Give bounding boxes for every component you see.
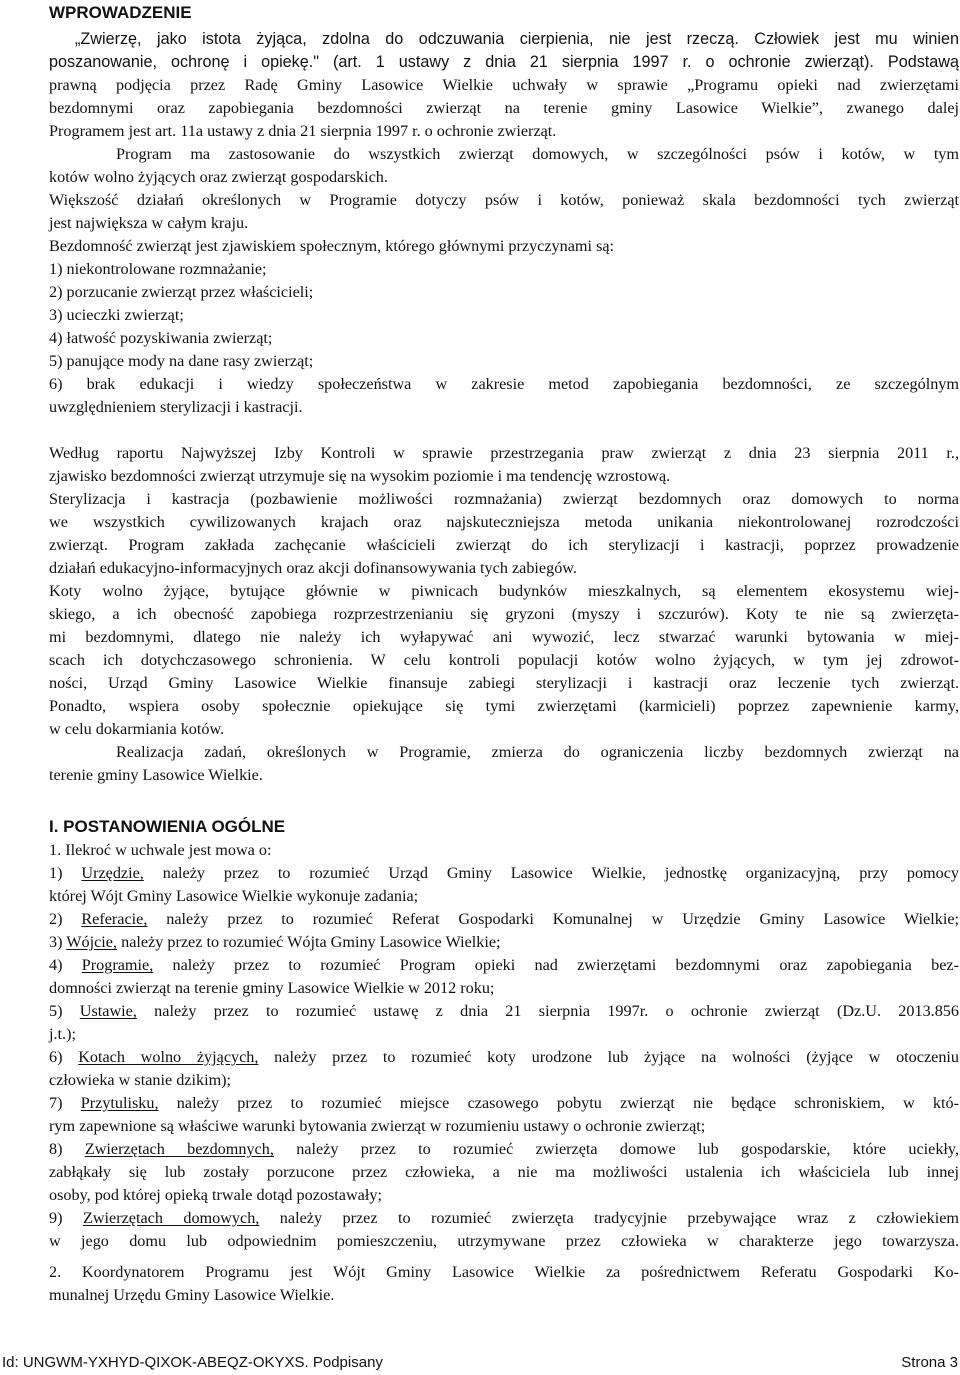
cause-item: 5) panujące mody na dane rasy zwierząt;	[49, 352, 314, 370]
definition-line	[49, 954, 959, 977]
definition-term: Zwierzętach bezdomnych,	[84, 1140, 274, 1158]
report-line: Realizacja zadań, określonych w Programie, zmierza do ograniczenia liczby bezdomnych zwierząt na	[116, 743, 959, 761]
definition-text: człowieka w stanie dzikim);	[49, 1071, 232, 1089]
document-id: Id: UNGWM-YXHYD-QIXOK-ABEQZ-OKYXS. Podpisany	[2, 1354, 383, 1371]
definition-term: Referacie,	[81, 910, 148, 928]
definition-text: należy przez to rozumieć zwierzęta domowe lub gospodarskie, które uciekły,	[273, 1140, 959, 1158]
intro-line: Programem jest art. 11a ustawy z dnia 21 sierpnia 1997 r. o ochronie zwierząt.	[49, 122, 557, 140]
intro-line: Bezdomność zwierząt jest zjawiskiem społecznym, którego głównymi przyczynami są:	[49, 237, 615, 255]
report-line: Koty wolno żyjące, bytujące głównie w piwnicach budynków mieszkalnych, są elementem ekosystemu wiej-	[49, 582, 959, 600]
definition-text: należy przez to rozumieć zwierzęta tradycyjnie przebywające wraz z człowiekiem	[259, 1209, 959, 1227]
definition-number: 3)	[49, 933, 67, 951]
definition-line	[49, 1092, 959, 1115]
paragraph-2: 2. Koordynatorem Programu jest Wójt Gminy Lasowice Wielkie za pośrednictwem Referatu Gospodarki Ko-	[49, 1263, 959, 1281]
report-line: we wszystkich cywilizowanych krajach oraz najskuteczniejsza metoda unikania niekontrolowanej rozrodczości	[49, 513, 959, 531]
definition-text: należy przez to rozumieć miejsce czasowego pobytu zwierząt nie będące schroniskiem, w któ-	[158, 1094, 959, 1112]
section-heading-intro: WPROWADZENIE	[49, 3, 192, 22]
definition-line	[49, 1138, 959, 1161]
report-line: Ponadto, wspiera osoby społecznie opiekujące się tymi zwierzętami (karmicieli) poprzez zapewnienie karmy,	[49, 697, 959, 715]
definition-number: 9)	[49, 1209, 83, 1227]
report-line: scach ich dotychczasowego schronienia. W celu kontroli populacji kotów wolno żyjących, w tym jej zdrowot-	[49, 651, 959, 669]
definition-line	[49, 1069, 959, 1092]
paragraph-2: munalnej Urzędu Gminy Lasowice Wielkie.	[49, 1286, 335, 1304]
definition-text: należy przez to rozumieć Wójta Gminy Lasowice Wielkie;	[117, 933, 501, 951]
intro-line: kotów wolno żyjących oraz zwierząt gospodarskich.	[49, 168, 388, 186]
definition-line	[49, 931, 959, 954]
section-heading-general-provisions: I. POSTANOWIENIA OGÓLNE	[49, 817, 286, 836]
definition-line	[49, 1115, 959, 1138]
page-number: Strona 3	[901, 1354, 958, 1371]
definition-line	[49, 908, 959, 931]
definition-term: Wójcie,	[66, 933, 118, 951]
definition-text: domności zwierząt na terenie gminy Lasowice Wielkie w 2012 roku;	[49, 979, 495, 997]
report-line: Sterylizacja i kastracja (pozbawienie możliwości rozmnażania) zwierząt bezdomnych oraz domowych to norma	[49, 490, 959, 508]
intro-line: prawną podjęcia przez Radę Gminy Lasowice Wielkie uchwały w sprawie „Programu opieki nad zwierzętami	[49, 76, 959, 94]
cause-item: 4) łatwość pozyskiwania zwierząt;	[49, 329, 273, 347]
intro-line: poszanowanie, ochronę i opiekę." (art. 1 ustawy z dnia 21 sierpnia 1997 r. o ochronie zwierząt). Podstawą	[49, 53, 959, 71]
definition-number: 5)	[49, 1002, 80, 1020]
definition-text: należy przez to rozumieć Urząd Gminy Lasowice Wielkie, jednostkę organizacyjną, przy pomocy	[143, 864, 959, 882]
definition-term: Programie,	[81, 956, 154, 974]
definition-term: Przytulisku,	[80, 1094, 159, 1112]
definition-text: zabłąkały się lub zostały porzucone przez człowieka, a nie ma możliwości ustalenia ich właściciela lub innej	[49, 1163, 959, 1181]
definition-line	[49, 862, 959, 885]
definition-line	[49, 1000, 959, 1023]
report-line: skiego, a ich obecność zapobiega rozprzestrzenianiu się gryzoni (myszy i szczurów). Koty te nie są zwierzęta-	[49, 605, 959, 623]
cause-item: 1) niekontrolowane rozmnażanie;	[49, 260, 267, 278]
cause-item: uwzględnieniem sterylizacji i kastracji.	[49, 398, 303, 416]
definition-line	[49, 1207, 959, 1230]
intro-line: „Zwierzę, jako istota żyjąca, zdolna do odczuwania cierpienia, nie jest rzeczą. Człowiek jest mu winien	[75, 30, 959, 48]
definition-line	[49, 885, 959, 908]
intro-line: Program ma zastosowanie do wszystkich zwierząt domowych, w szczególności psów i kotów, w tym	[116, 145, 959, 163]
definition-line	[49, 1184, 959, 1207]
definition-number: 1)	[49, 864, 82, 882]
definition-line	[49, 1023, 959, 1046]
definition-text: rym zapewnione są właściwe warunki bytowania zwierząt w rozumieniu ustawy o ochronie zwierząt;	[49, 1117, 706, 1135]
definition-line	[49, 1230, 959, 1253]
definition-text: której Wójt Gminy Lasowice Wielkie wykonuje zadania;	[49, 887, 419, 905]
definition-text: osoby, pod której opieką trwale dotąd pozostawały;	[49, 1186, 382, 1204]
definition-number: 8)	[49, 1140, 85, 1158]
report-line: działań edukacyjno-informacyjnych oraz akcji dofinansowywania tych zabiegów.	[49, 559, 577, 577]
report-line: zjawisko bezdomności zwierząt utrzymuje się na wysokim poziomie i ma tendencję wzrostową.	[49, 467, 671, 485]
report-line: ności, Urząd Gminy Lasowice Wielkie finansuje zabiegi sterylizacji i kastracji oraz leczenie tych zwierząt.	[49, 674, 959, 692]
report-line: w celu dokarmiania kotów.	[49, 720, 225, 738]
definition-term: Urzędzie,	[81, 864, 144, 882]
definition-line	[49, 1046, 959, 1069]
intro-line: jest największa w całym kraju.	[49, 214, 249, 232]
intro-line: bezdomnymi oraz zapobiegania bezdomności zwierząt na terenie gminy Lasowice Wielkie”, zwanego dalej	[49, 99, 959, 117]
definition-text: należy przez to rozumieć Program opieki nad zwierzętami bezdomnymi oraz zapobiegania bez-	[153, 956, 959, 974]
cause-item: 2) porzucanie zwierząt przez właścicieli;	[49, 283, 314, 301]
paragraph-1: 1. Ilekroć w uchwale jest mowa o:	[49, 841, 272, 859]
report-line: zwierząt. Program zakłada zachęcanie właścicieli zwierząt do ich sterylizacji i kastracji, poprzez prowadzenie	[49, 536, 959, 554]
definition-line	[49, 977, 959, 1000]
definition-term: Ustawie,	[79, 1002, 137, 1020]
definition-number: 7)	[49, 1094, 81, 1112]
report-line: mi bezdomnymi, dlatego nie należy ich wyłapywać ani wywozić, lecz stwarzać warunki bytowania w miej-	[49, 628, 959, 646]
definition-text: j.t.);	[49, 1025, 76, 1043]
definition-term: Zwierzętach domowych,	[82, 1209, 260, 1227]
cause-item: 3) ucieczki zwierząt;	[49, 306, 184, 324]
intro-line: Większość działań określonych w Programie dotyczy psów i kotów, ponieważ skala bezdomności tych zwierząt	[49, 191, 959, 209]
definition-number: 6)	[49, 1048, 79, 1066]
definition-text: należy przez to rozumieć koty urodzone lub żyjące na wolności (żyjące w otoczeniu	[258, 1048, 959, 1066]
definition-text: w jego domu lub odpowiednim pomieszczeniu, utrzymywane przez człowieka w charakterze jego towarzysza.	[49, 1232, 959, 1250]
definition-number: 2)	[49, 910, 82, 928]
definition-line	[49, 1161, 959, 1184]
definition-term: Kotach wolno żyjących,	[78, 1048, 259, 1066]
cause-item: 6) brak edukacji i wiedzy społeczeństwa w zakresie metod zapobiegania bezdomności, ze szczególnym	[49, 375, 959, 393]
definition-text: należy przez to rozumieć Referat Gospodarki Komunalnej w Urzędzie Gminy Lasowice Wielkie;	[147, 910, 959, 928]
definition-number: 4)	[49, 956, 82, 974]
report-line: Według raportu Najwyższej Izby Kontroli w sprawie przestrzegania praw zwierząt z dnia 23 sierpnia 2011 r.,	[49, 444, 959, 462]
definition-text: należy przez to rozumieć ustawę z dnia 21 sierpnia 1997r. o ochronie zwierząt (Dz.U. 2013.856	[136, 1002, 959, 1020]
report-line: terenie gminy Lasowice Wielkie.	[49, 766, 263, 784]
